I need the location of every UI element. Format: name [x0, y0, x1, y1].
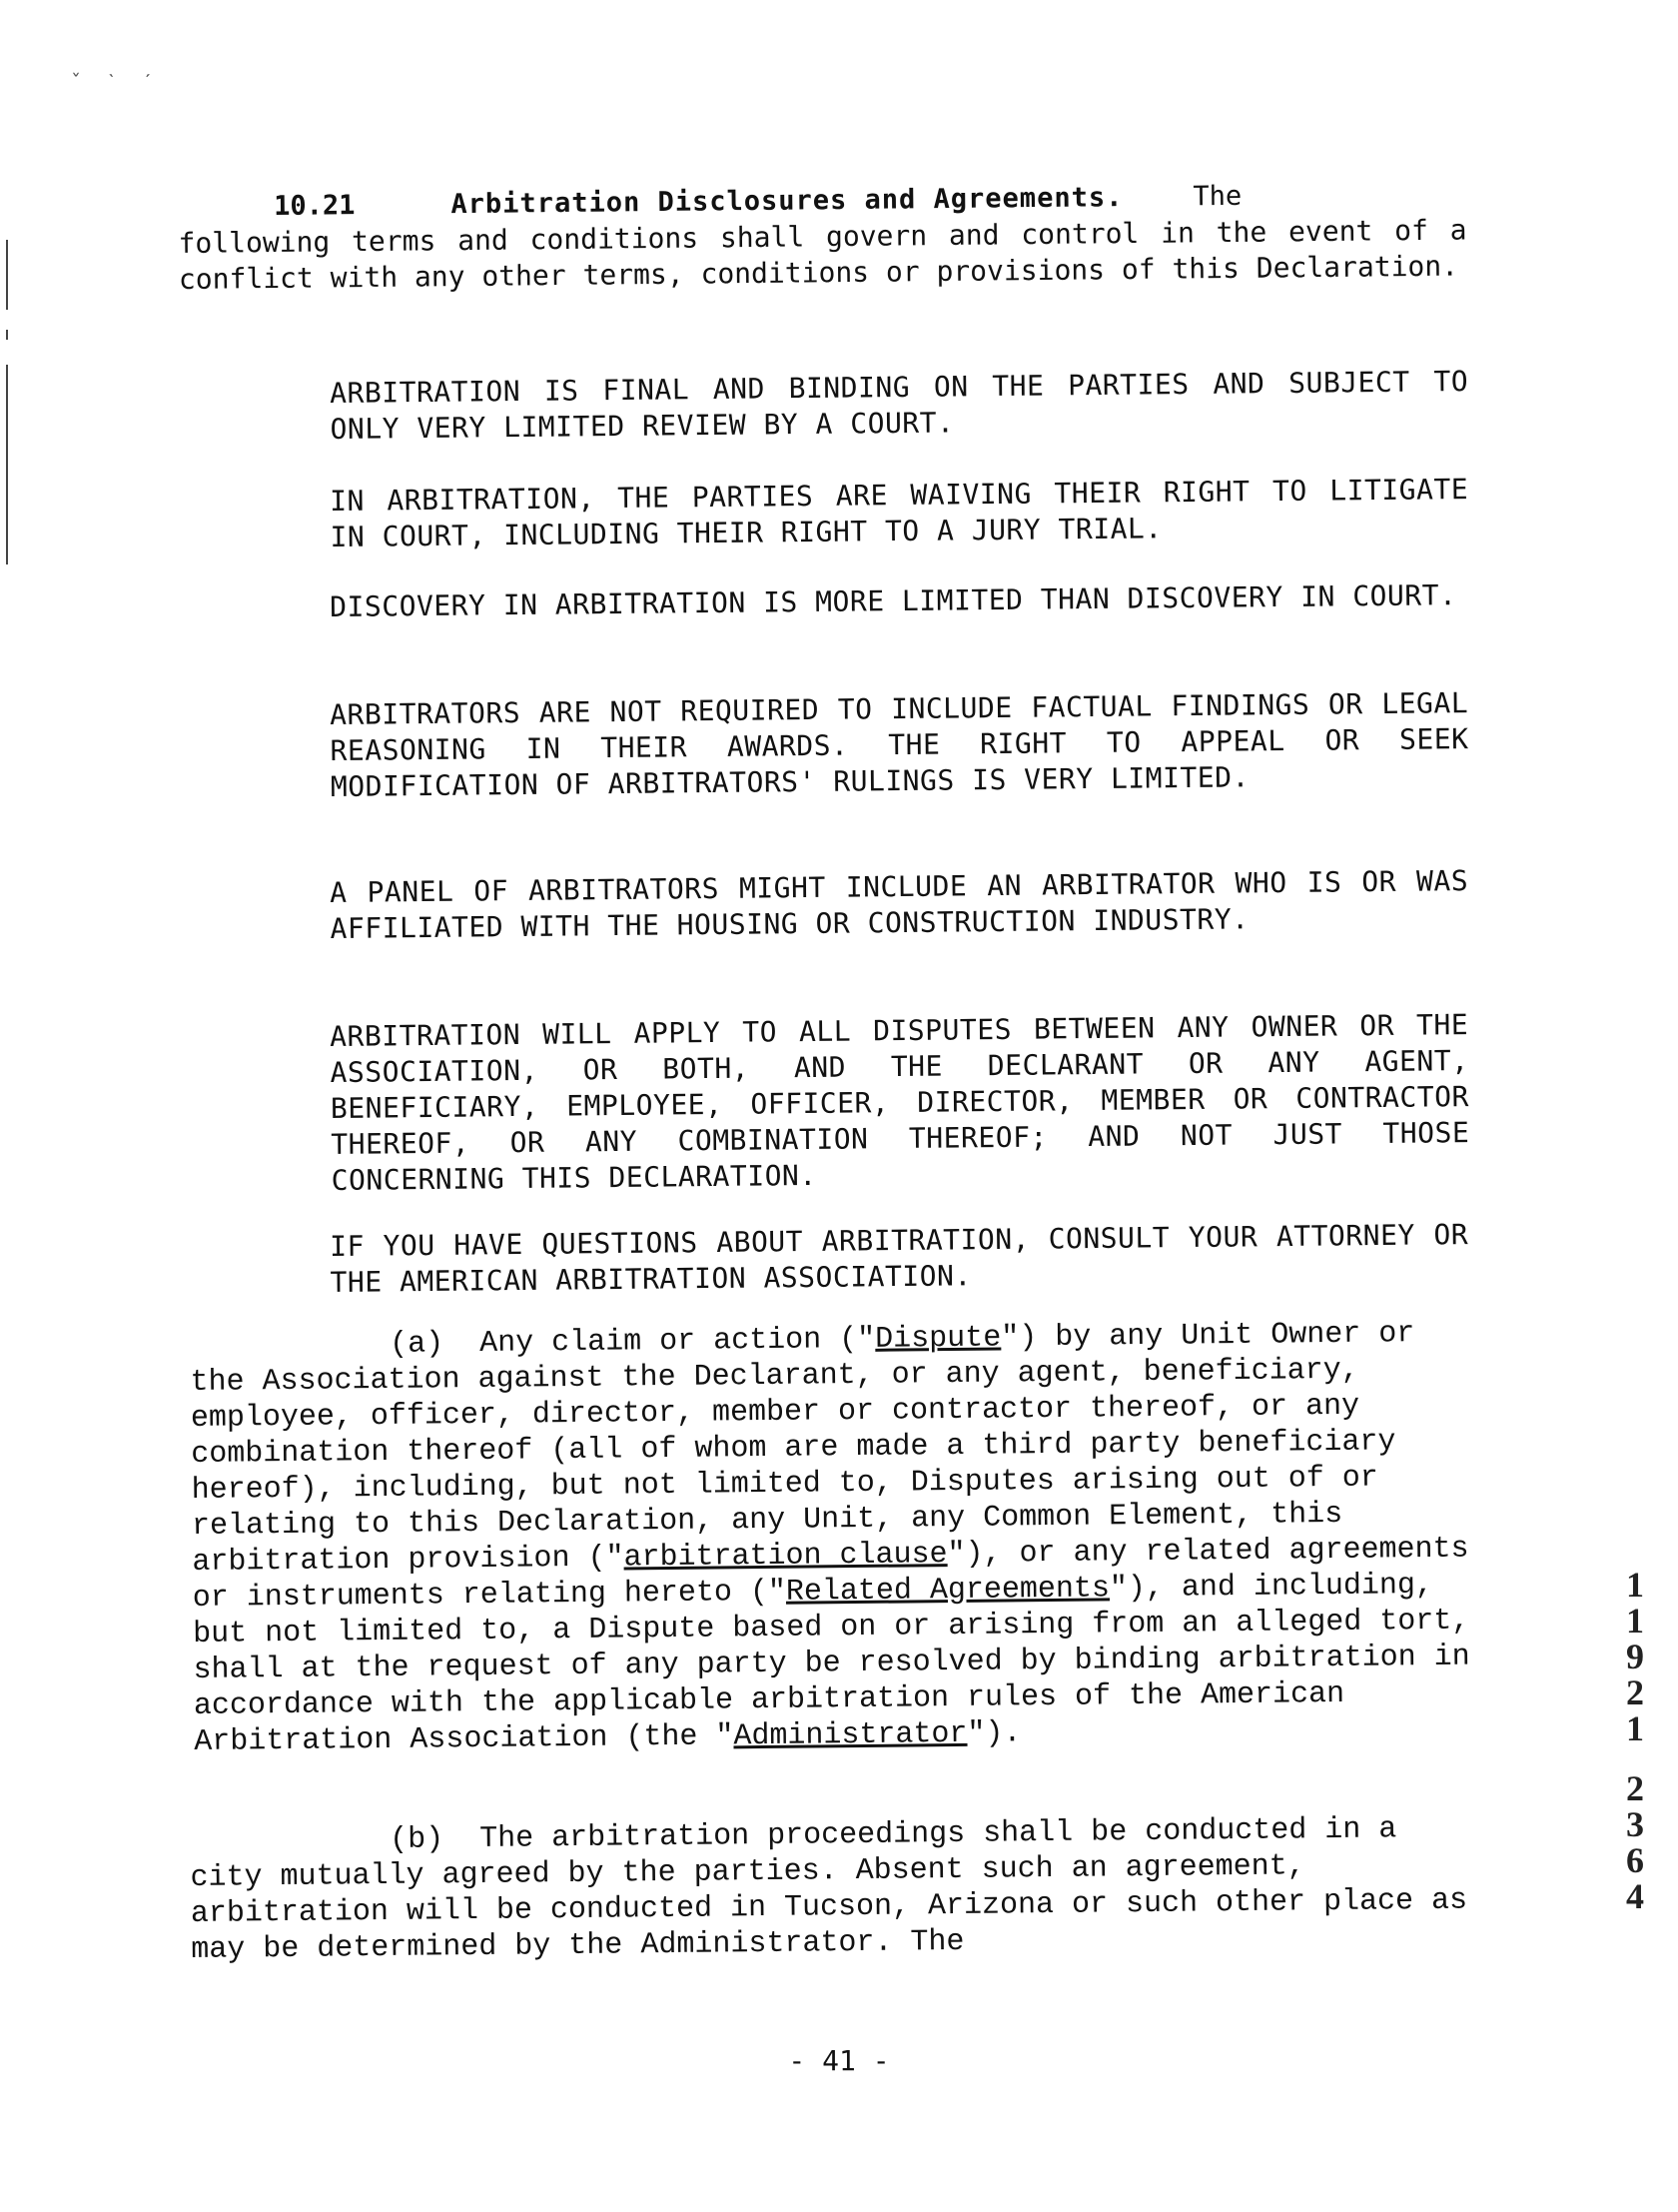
defined-term-arbitration-clause: arbitration clause [623, 1538, 948, 1576]
paragraph-b-label: (b) [389, 1822, 444, 1857]
recording-number-top: 1 1 9 2 1 [1626, 1565, 1644, 1748]
section-title: Arbitration Disclosures and Agreements. [450, 182, 1124, 221]
defined-term-dispute: Dispute [875, 1321, 1002, 1357]
disclosure-paragraph: ARBITRATORS ARE NOT REQUIRED TO INCLUDE FACTUAL FINDINGS OR LEGAL REASONING IN THEIR AWARDS. THE RIGHT TO APPEAL OR SEEK MODIFICATION OF ARBITRATORS' RULINGS IS VERY LIMITED. [330, 686, 1469, 803]
section-10-21 [178, 176, 1467, 298]
corner-scan-mark: ˇ ˋ ˊ [70, 70, 161, 94]
paragraph-b: (b) The arbitration proceedings shall be conducted in a city mutually agreed by the parties. Absent such an agreement, arbitration will be conducted in Tucson, Arizona or such other place as may be determined by the Administrator. The [190, 1812, 1468, 1967]
disclosure-paragraph: ARBITRATION WILL APPLY TO ALL DISPUTES BETWEEN ANY OWNER OR THE ASSOCIATION, OR BOTH, AND THE DECLARANT OR ANY AGENT, BENEFICIARY, EMPLOYEE, OFFICER, DIRECTOR, MEMBER OR CONTRACTOR THEREOF, OR ANY COMBINATION THEREOF; AND NOT JUST THOSE CONCERNING THIS DECLARATION. [330, 1008, 1470, 1197]
defined-term-administrator: Administrator [733, 1716, 968, 1754]
defined-term-related-agreements: Related Agreements [785, 1572, 1111, 1610]
disclosure-paragraph: IF YOU HAVE QUESTIONS ABOUT ARBITRATION, CONSULT YOUR ATTORNEY OR THE AMERICAN ARBITRATION ASSOCIATION. [330, 1218, 1469, 1299]
page-number: - 41 - [788, 2044, 890, 2077]
disclosure-paragraph: ARBITRATION IS FINAL AND BINDING ON THE PARTIES AND SUBJECT TO ONLY VERY LIMITED REVIEW BY A COURT. [330, 365, 1469, 446]
margin-revision-bar [6, 330, 8, 340]
margin-revision-bar [6, 365, 8, 564]
margin-revision-bar [6, 240, 8, 310]
section-number: 10.21 [274, 190, 356, 222]
disclosure-paragraph: DISCOVERY IN ARBITRATION IS MORE LIMITED THAN DISCOVERY IN COURT. [330, 578, 1457, 623]
disclosure-paragraph: A PANEL OF ARBITRATORS MIGHT INCLUDE AN ARBITRATOR WHO IS OR WAS AFFILIATED WITH THE HOUSING OR CONSTRUCTION INDUSTRY. [330, 864, 1469, 945]
recording-number-bottom: 2 3 6 4 [1626, 1768, 1644, 1916]
disclosure-paragraph: IN ARBITRATION, THE PARTIES ARE WAIVING THEIR RIGHT TO LITIGATE IN COURT, INCLUDING THEIR RIGHT TO A JURY TRIAL. [330, 473, 1469, 553]
paragraph-a-label: (a) [389, 1327, 444, 1362]
paragraph-a: (a) Any claim or action ("Dispute") by any Unit Owner or the Association against the Declarant, or any agent, beneficiary, employee, officer, director, member or contractor thereof, or any combination thereof (all of whom are made a third party beneficiary hereof), including, but not limited to, Disputes arising out of or relating to this Declaration, any Unit, any Common Element, this arbitration provision ("arbitration clause"), or any related agreements or instruments relating hereto ("Related Agreements"), and including, but not limited to, a Dispute based on or arising from an alleged tort, shall at the request of any party be resolved by binding arbitration in accordance with the applicable arbitration rules of the American Arbitration Association (the "Administrator"). [190, 1317, 1470, 1759]
section-lead-word: The [1193, 180, 1243, 213]
section-intro-text: following terms and conditions shall govern and control in the event of a conflict with any other terms, conditions or provisions of this Declaration. [178, 213, 1467, 296]
